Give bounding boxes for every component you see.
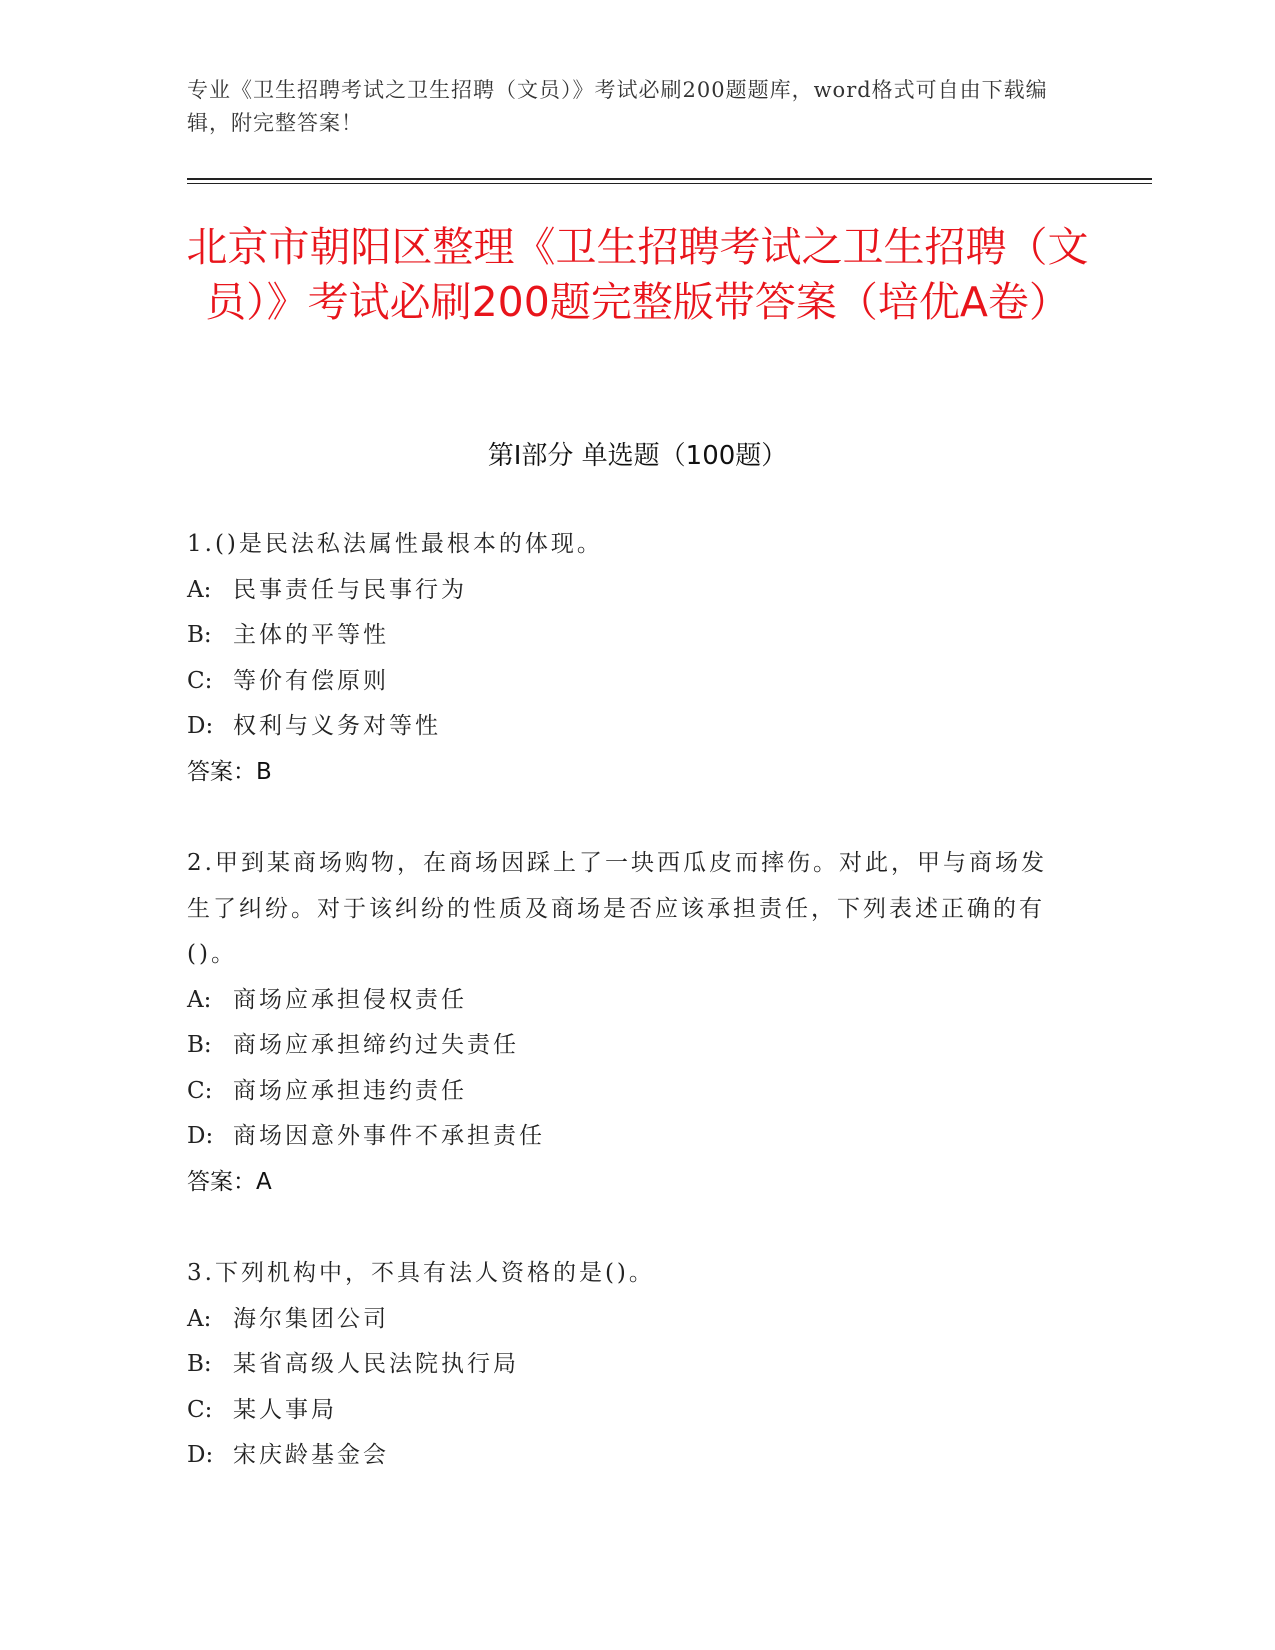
option-key: B: xyxy=(187,622,212,648)
question-list xyxy=(187,522,1067,1525)
option-c xyxy=(187,659,1067,705)
answer-line: 答案：A xyxy=(187,1168,272,1195)
header-divider-thin xyxy=(187,183,1152,184)
option-key: A: xyxy=(187,576,212,603)
question-stem: 2.甲到某商场购物，在商场因踩上了一块西瓜皮而摔伤。对此，甲与商场发生了纠纷。对于该纠纷的性质及商场是否应该承担责任，下列表述正确的有()。 xyxy=(187,850,1047,967)
question-stem: 3.下列机构中，不具有法人资格的是()。 xyxy=(187,1260,655,1286)
document-title: 北京市朝阳区整理《卫生招聘考试之卫生招聘（文员）》考试必刷200题完整版带答案（培优A卷） xyxy=(186,223,1089,326)
option-text: 商场因意外事件不承担责任 xyxy=(233,1123,545,1149)
option-d xyxy=(187,704,1067,750)
answer-line: 答案：B xyxy=(187,758,272,785)
option-key: D: xyxy=(187,1123,214,1149)
option-text: 权利与义务对等性 xyxy=(233,713,441,739)
question-3 xyxy=(187,1251,1067,1479)
option-b xyxy=(187,613,1067,659)
option-key: C: xyxy=(187,1077,213,1104)
option-text: 海尔集团公司 xyxy=(233,1305,389,1332)
option-text: 主体的平等性 xyxy=(233,622,389,648)
question-stem: 1.()是民法私法属性最根本的体现。 xyxy=(187,531,603,557)
option-key: B: xyxy=(187,1351,212,1377)
option-key: A: xyxy=(187,1305,212,1332)
option-a xyxy=(187,978,1067,1024)
option-text: 民事责任与民事行为 xyxy=(233,576,467,603)
section-heading: 第Ⅰ部分 单选题（100题） xyxy=(487,441,788,471)
option-text: 商场应承担违约责任 xyxy=(233,1077,467,1104)
option-key: B: xyxy=(187,1032,212,1058)
option-text: 某人事局 xyxy=(233,1396,337,1423)
option-key: D: xyxy=(187,1442,214,1468)
option-text: 某省高级人民法院执行局 xyxy=(233,1351,519,1377)
option-d xyxy=(187,1114,1067,1160)
option-key: D: xyxy=(187,713,214,739)
option-text: 宋庆龄基金会 xyxy=(233,1442,389,1468)
option-text: 商场应承担缔约过失责任 xyxy=(233,1032,519,1058)
option-b xyxy=(187,1023,1067,1069)
option-a xyxy=(187,1297,1067,1343)
question-1 xyxy=(187,522,1067,795)
option-key: C: xyxy=(187,1396,213,1423)
option-text: 等价有偿原则 xyxy=(233,667,389,694)
header-divider-thick xyxy=(187,178,1152,180)
option-c xyxy=(187,1388,1067,1434)
option-c xyxy=(187,1069,1067,1115)
option-key: C: xyxy=(187,667,213,694)
option-a xyxy=(187,568,1067,614)
header-note: 专业《卫生招聘考试之卫生招聘（文员）》考试必刷200题题库，word格式可自由下载编辑，附完整答案！ xyxy=(187,78,1048,135)
question-2 xyxy=(187,841,1067,1205)
option-d xyxy=(187,1433,1067,1479)
option-key: A: xyxy=(187,986,212,1013)
option-b xyxy=(187,1342,1067,1388)
option-text: 商场应承担侵权责任 xyxy=(233,986,467,1013)
